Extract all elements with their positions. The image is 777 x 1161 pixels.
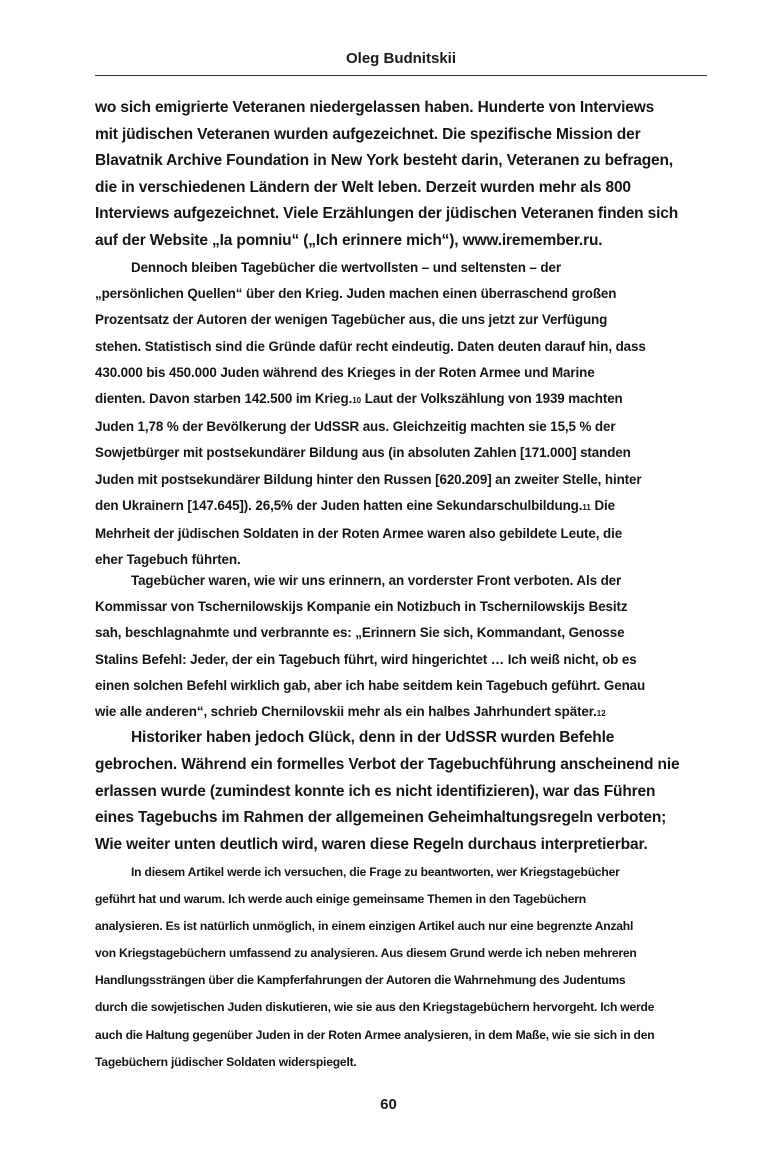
text-line: Prozentsatz der Autoren der wenigen Tagebücher aus, die uns jetzt zur Verfügung xyxy=(95,312,608,328)
running-header-title: Oleg Budnitskii xyxy=(345,50,456,67)
text-line: mit jüdischen Veteranen wurden aufgezeichnet. Die spezifische Mission der xyxy=(95,125,641,143)
text-line: Tagebücher waren, wie wir uns erinnern, an vorderster Front verboten. Als der xyxy=(131,573,622,588)
paragraph-3 xyxy=(95,568,645,727)
paragraph-4 xyxy=(95,725,679,859)
paragraph-5 xyxy=(95,859,654,1076)
footnote-marker[interactable]: 12 xyxy=(596,709,606,719)
text-line: einen solchen Befehl wirklich gab, aber ich habe seitdem kein Tagebuch geführt. Genau xyxy=(95,677,646,693)
text-line: Sowjetbürger mit postsekundärer Bildung aus (in absoluten Zahlen [171.000] standen xyxy=(95,445,631,461)
text-line: gebrochen. Während ein formelles Verbot der Tagebuchführung anscheinend nie xyxy=(95,755,680,773)
text-line: stehen. Statistisch sind die Gründe dafür recht eindeutig. Daten deuten darauf hin, dass xyxy=(95,338,646,354)
text-line: In diesem Artikel werde ich versuchen, die Frage zu beantworten, wer Kriegstagebücher xyxy=(131,865,620,879)
text-line: Kommissar von Tschernilowskijs Kompanie ein Notizbuch in Tschernilowskijs Besitz xyxy=(95,599,628,615)
text-line: „persönlichen Quellen“ über den Krieg. Juden machen einen überraschend großen xyxy=(95,286,617,302)
text-line: Dennoch bleiben Tagebücher die wertvollsten – und seltensten – der xyxy=(131,260,561,275)
header-rule xyxy=(95,75,707,76)
footnote-marker[interactable]: 11 xyxy=(582,502,591,512)
text-line: auch die Haltung gegenüber Juden in der Roten Armee analysieren, in dem Maße, wie sie sich in den xyxy=(95,1027,655,1042)
page-number: 60 xyxy=(380,1096,397,1113)
text-line: Stalins Befehl: Jeder, der ein Tagebuch führt, wird hingerichtet … Ich weiß nicht, ob es xyxy=(95,651,637,667)
text-line: Handlungssträngen über die Kampferfahrungen der Autoren die Wahrnehmung des Judentums xyxy=(95,973,626,988)
text-line: Juden 1,78 % der Bevölkerung der UdSSR aus. Gleichzeitig machten sie 15,5 % der xyxy=(95,419,616,435)
text-line xyxy=(95,699,645,727)
text-line: Tagebüchern jüdischer Soldaten widerspiegelt. xyxy=(95,1054,357,1069)
text-line: analysieren. Es ist natürlich unmöglich, in einem einzigen Artikel auch nur eine begrenzte Anzahl xyxy=(95,919,634,934)
text-line: sah, beschlagnahmte und verbrannte es: „Erinnern Sie sich, Kommandant, Genosse xyxy=(95,625,625,641)
text-line: geführt hat und warum. Ich werde auch einige gemeinsame Themen in den Tagebüchern xyxy=(95,892,586,907)
text-segment: wie alle anderen“, schrieb Chernilovskii mehr als ein halbes Jahrhundert später. xyxy=(95,704,597,720)
text-segment: dienten. Davon starben 142.500 im Krieg. xyxy=(95,391,353,407)
text-line: Mehrheit der jüdischen Soldaten in der Roten Armee waren also gebildete Leute, die xyxy=(95,526,623,542)
text-line: auf der Website „Ia pomniu“ („Ich erinnere mich“), www.iremember.ru. xyxy=(95,231,603,249)
text-line: Interviews aufgezeichnet. Viele Erzählungen der jüdischen Veteranen finden sich xyxy=(95,205,679,223)
text-line: Historiker haben jedoch Glück, denn in der UdSSR wurden Befehle xyxy=(131,729,615,746)
text-line xyxy=(95,493,646,521)
text-line: Juden mit postsekundärer Bildung hinter den Russen [620.209] an zweiter Stelle, hinter xyxy=(95,471,642,487)
paragraph-2 xyxy=(95,255,646,573)
text-line xyxy=(95,386,646,414)
footnote-marker[interactable]: 10 xyxy=(352,396,362,406)
text-line: 430.000 bis 450.000 Juden während des Krieges in der Roten Armee und Marine xyxy=(95,364,595,380)
text-line: wo sich emigrierte Veteranen niedergelassen haben. Hunderte von Interviews xyxy=(95,99,655,116)
text-line: eher Tagebuch führten. xyxy=(95,552,241,568)
text-line: erlassen wurde (zumindest konnte ich es nicht identifizieren), war das Führen xyxy=(95,782,656,800)
text-line: durch die sowjetischen Juden diskutieren, wie sie aus den Kriegstagebüchern hervorgeht. Ich werde xyxy=(95,1000,655,1015)
text-line: eines Tagebuchs im Rahmen der allgemeinen Geheimhaltungsregeln verboten; xyxy=(95,809,667,827)
text-line: von Kriegstagebüchern umfassend zu analysieren. Aus diesem Grund werde ich neben mehreren xyxy=(95,946,637,961)
paragraph-1 xyxy=(95,95,678,255)
text-line: Wie weiter unten deutlich wird, waren diese Regeln durchaus interpretierbar. xyxy=(95,836,648,854)
text-segment: Laut der Volkszählung von 1939 machten xyxy=(361,391,623,407)
text-line: die in verschiedenen Ländern der Welt leben. Derzeit wurden mehr als 800 xyxy=(95,178,631,196)
text-line: Blavatnik Archive Foundation in New York besteht darin, Veteranen zu befragen, xyxy=(95,152,674,170)
text-segment: den Ukrainern [147.645]). 26,5% der Juden hatten eine Sekundarschulbildung. xyxy=(95,497,583,513)
text-segment: Die xyxy=(590,497,615,513)
